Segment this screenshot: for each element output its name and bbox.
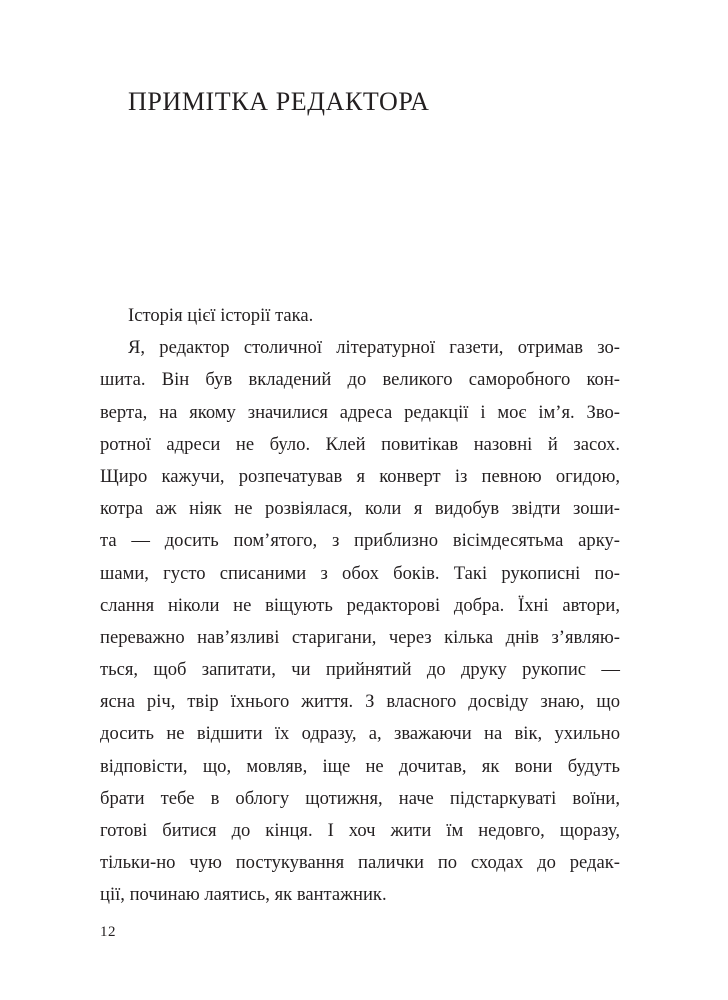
paragraph-line: ться, щоб запитати, чи прийнятий до друку рукопис — [100,659,620,681]
paragraph-line: тільки-но чую постукування палички по сходах до редак- [100,852,620,874]
paragraph-line: шита. Він був вкладений до великого саморобного кон- [100,369,620,391]
paragraph-line: ротної адреси не було. Клей повитікав назовні й засох. [100,433,620,455]
paragraph-opening-line: Історія цієї історії така. [128,305,314,326]
paragraph-line: верта, на якому значилися адреса редакції і моє ім’я. Зво- [100,401,620,423]
paragraph-line: Я, редактор столичної літературної газети, отримав зо- [128,337,620,359]
paragraph-line: переважно нав’язливі старигани, через кілька днів з’являю- [100,626,620,648]
paragraph-line: ції, починаю лаятись, як вантажник. [100,884,387,906]
paragraph-line: брати тебе в облогу щотижня, наче підстаркуваті воїни, [100,787,620,809]
paragraph-line: досить не відшити їх одразу, а, зважаючи на вік, ухильно [100,723,620,745]
paragraph-line: готові битися до кінця. І хоч жити їм недовго, щоразу, [100,820,620,841]
paragraph-line: Щиро кажучи, розпечатував я конверт із певною огидою, [100,465,620,487]
paragraph-line: та — досить пом’ятого, з приблизно вісімдесятьма арку- [100,530,620,552]
paragraph-line: слання ніколи не віщують редакторові добра. Їхні автори, [100,594,620,616]
chapter-heading: ПРИМІТКА РЕДАКТОРА [128,87,430,116]
paragraph-line: ясна річ, твір їхнього життя. З власного досвіду знаю, що [100,691,620,713]
paragraph-line: котра аж ніяк не розвіялася, коли я видобув звідти зоши- [100,498,620,520]
body-text [100,300,620,912]
paragraph-line: шами, густо списаними з обох боків. Такі рукописні по- [100,562,620,584]
paragraph-line: відповісти, що, мовляв, іще не дочитав, як вони будуть [100,755,620,777]
page-number: 12 [100,924,116,940]
